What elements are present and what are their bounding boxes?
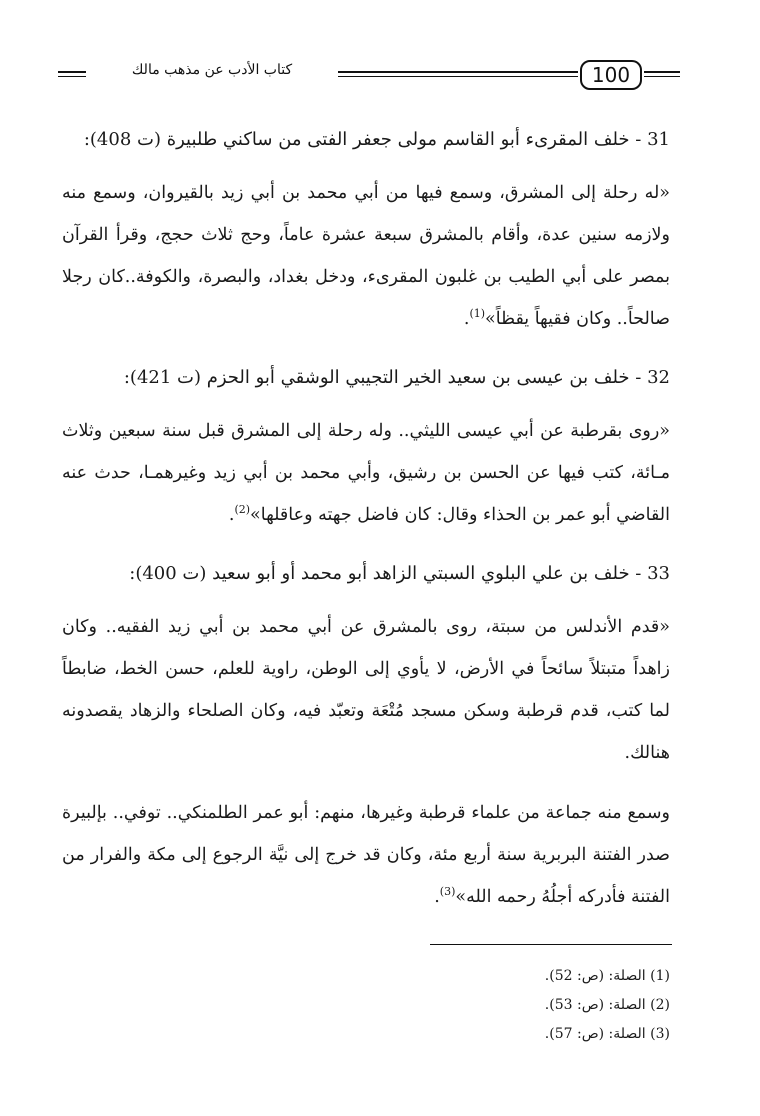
paragraph-text: وسمع منه جماعة من علماء قرطبة وغيرها، منهم: أبو عمر الطلمنكي.. توفي.. بإلبيرة صدر الفتنة البربرية سنة أربع مئة، وكان قد خرج إلى نيَّة الرجوع إلى مكة والفرار من الفتنة فأدركه أجلُهُ رحمه الله» xyxy=(62,803,670,907)
footnote: (3) الصلة: (ص: 57). xyxy=(544,1026,670,1042)
header-rule-right xyxy=(644,71,680,77)
paragraph-text: «له رحلة إلى المشرق، وسمع فيها من أبي محمد بن أبي زيد بالقيروان، وسمع منه ولازمه سنين عدة، وأقام بالمشرق سبعة عشرة عاماً، وحج ثلاث حجج، وقرأ القرآن بمصر على أبي الطيب بن غلبون المقرىء، ودخل بغداد، والبصرة، والكوفة..كان رجلا صالحاً.. وكان فقيهاً يقظاً» xyxy=(62,183,670,329)
entry-heading: 33 - خلف بن علي البلوي السبتي الزاهد أبو محمد أو أبو سعيد (ت 400): xyxy=(129,563,670,584)
paragraph-text: «قدم الأندلس من سبتة، روى بالمشرق عن أبي محمد بن أبي زيد الفقيه.. وكان زاهداً متبتلاً سائحاً في الأرض، لا يأوي إلى الوطن، راوية للعلم، حسن الخط، ضابطاً لما كتب، قدم قرطبة وسكن مسجد مُتْعَة وتعبّد فيه، وكان الصلحاء والزهاد يقصدونه هنالك. xyxy=(62,617,670,763)
footnote: (2) الصلة: (ص: 53). xyxy=(544,997,670,1013)
footnote-ref: (2) xyxy=(234,503,251,517)
entry-heading: 31 - خلف المقرىء أبو القاسم مولى جعفر الفتى من ساكني طلبيرة (ت 408): xyxy=(83,129,670,150)
page-body xyxy=(62,120,670,918)
page-header xyxy=(58,56,678,94)
entry-heading: 32 - خلف بن عيسى بن سعيد الخير التجيبي الوشقي أبو الحزم (ت 421): xyxy=(123,367,670,388)
footnote-ref: (3) xyxy=(439,885,456,899)
paragraph-end: . xyxy=(228,505,235,525)
entry-paragraph xyxy=(62,410,670,536)
page-number: 100 xyxy=(580,60,642,90)
entry-paragraph xyxy=(62,172,670,340)
footnotes xyxy=(62,962,670,1049)
paragraph-end: . xyxy=(463,309,470,329)
entry-paragraph xyxy=(62,792,670,918)
header-rule-middle xyxy=(338,71,578,77)
paragraph-text: «روى بقرطبة عن أبي عيسى الليثي.. وله رحلة إلى المشرق قبل سنة سبعين وثلاث مـائة، كتب فيها عن الحسن بن رشيق، وأبي محمد بن أبي زيد وغيرهمـا، حدث عنه القاضي أبو عمر بن الحذاء وقال: كان فاضل جهته وعاقلها» xyxy=(62,421,670,525)
paragraph-end: . xyxy=(434,887,440,907)
entry-paragraph xyxy=(62,606,670,774)
header-rule-left xyxy=(58,71,86,77)
footnote-ref: (1) xyxy=(469,307,486,321)
footnote-divider xyxy=(430,944,672,945)
running-title: كتاب الأدب عن مذهب مالك xyxy=(131,62,293,78)
footnote: (1) الصلة: (ص: 52). xyxy=(544,968,670,984)
